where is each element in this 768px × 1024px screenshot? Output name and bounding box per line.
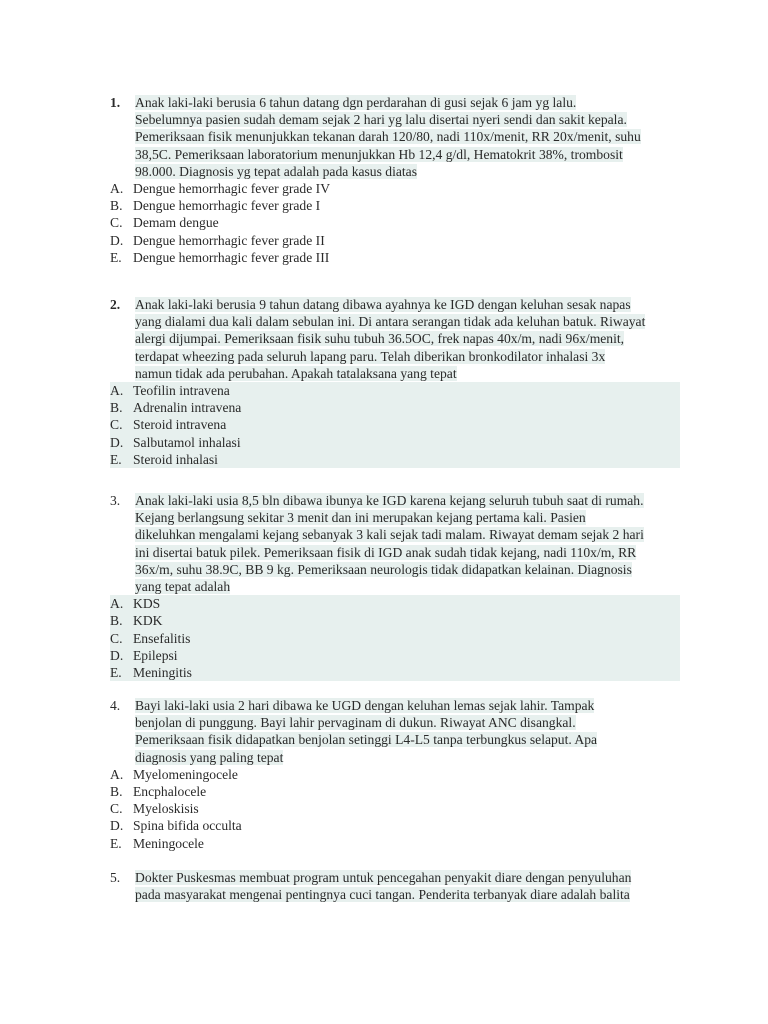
option-text: Dengue hemorrhagic fever grade III [133, 249, 330, 265]
option-text: Dengue hemorrhagic fever grade II [133, 232, 325, 248]
question-line: Pemeriksaan fisik didapatkan benjolan setinggi L4-L5 tanpa terbungkus selaput. Apa [135, 732, 598, 748]
question-line: diagnosis yang paling tepat [135, 749, 284, 765]
question-line: terdapat wheezing pada seluruh lapang paru. Telah diberikan bronkodilator inhalasi 3x [135, 348, 606, 364]
question-line: 98.000. Diagnosis yg tepat adalah pada kasus diatas [135, 163, 418, 179]
answer-option [110, 232, 680, 249]
option-letter: C. [110, 417, 123, 433]
answer-option [110, 214, 680, 231]
option-letter: D. [110, 647, 124, 663]
answer-option [110, 197, 680, 214]
option-letter: A. [110, 596, 124, 612]
question-line: pada masyarakat mengenai pentingnya cuci tangan. Penderita terbanyak diare adalah balita [135, 887, 630, 903]
question-line: alergi dijumpai. Pemeriksaan fisik suhu tubuh 36.5OC, frek napas 40x/m, nadi 96x/menit, [135, 331, 625, 347]
question-line: dikeluhkan mengalami kejang sebanyak 3 kali sejak tadi malam. Riwayat demam sejak 2 hari [135, 527, 644, 543]
question-line: 38,5C. Pemeriksaan laboratorium menunjukkan Hb 12,4 g/dl, Hematokrit 38%, trombosit [135, 146, 623, 162]
option-text: KDS [133, 596, 161, 612]
question-number: 2. [110, 297, 121, 312]
answer-option [110, 382, 680, 399]
option-text: Demam dengue [133, 215, 219, 231]
option-text: Meningocele [133, 835, 204, 851]
answer-option [110, 817, 680, 834]
question-5 [110, 869, 680, 903]
question-number: 1. [110, 95, 121, 110]
option-letter: B. [110, 400, 123, 416]
question-number: 4. [110, 698, 121, 713]
option-text: Dengue hemorrhagic fever grade I [133, 198, 321, 214]
question-line: namun tidak ada perubahan. Apakah tatalaksana yang tepat [135, 365, 457, 381]
question-line: Pemeriksaan fisik menunjukkan tekanan darah 120/80, nadi 110x/menit, RR 20x/menit, suhu [135, 129, 641, 145]
question-number: 3. [110, 493, 121, 508]
question-text [135, 296, 680, 382]
answer-option [110, 434, 680, 451]
question-line: yang tepat adalah [135, 579, 231, 595]
answer-option [110, 451, 680, 468]
option-letter: B. [110, 198, 123, 214]
question-4 [110, 697, 680, 852]
question-line: yang dialami dua kali dalam sebulan ini. Di antara serangan tidak ada keluhan batuk. Riwayat [135, 314, 646, 330]
question-line: Anak laki-laki berusia 9 tahun datang dibawa ayahnya ke IGD dengan keluhan sesak napas [135, 297, 631, 312]
option-text: Adrenalin intravena [133, 400, 242, 416]
question-text [135, 869, 680, 903]
option-letter: A. [110, 181, 124, 197]
answer-option [110, 766, 680, 783]
option-text: Spina bifida occulta [133, 818, 242, 834]
option-text: Epilepsi [133, 647, 178, 663]
option-letter: D. [110, 232, 124, 248]
option-letter: C. [110, 630, 123, 646]
option-letter: E. [110, 249, 122, 265]
question-number: 5. [110, 870, 121, 885]
option-letter: D. [110, 818, 124, 834]
option-letter: A. [110, 383, 124, 399]
answer-option [110, 180, 680, 197]
answer-options [110, 382, 680, 468]
question-line: Anak laki-laki berusia 6 tahun datang dgn perdarahan di gusi sejak 6 jam yg lalu. [135, 95, 577, 110]
question-2 [110, 296, 680, 468]
question-text [135, 697, 680, 766]
answer-option [110, 630, 680, 647]
answer-options [110, 180, 680, 266]
option-text: Meningitis [133, 665, 192, 681]
question-text [135, 492, 680, 595]
question-line: Kejang berlangsung sekitar 3 menit dan ini merupakan kejang pertama kali. Pasien [135, 510, 586, 526]
question-line: benjolan di punggung. Bayi lahir pervaginam di dukun. Riwayat ANC disangkal. [135, 715, 576, 731]
question-line: ini disertai batuk pilek. Pemeriksaan fisik di IGD anak sudah tidak kejang, nadi 110x/m, RR [135, 544, 637, 560]
option-text: Dengue hemorrhagic fever grade IV [133, 181, 331, 197]
option-text: KDK [133, 613, 163, 629]
option-text: Myelomeningocele [133, 766, 238, 782]
option-letter: E. [110, 665, 122, 681]
option-text: Steroid inhalasi [133, 451, 218, 467]
question-1 [110, 94, 680, 266]
question-line: Anak laki-laki usia 8,5 bln dibawa ibunya ke IGD karena kejang seluruh tubuh saat di rumah. [135, 493, 644, 508]
option-text: Steroid intravena [133, 417, 227, 433]
answer-option [110, 783, 680, 800]
option-text: Salbutamol inhalasi [133, 434, 241, 450]
option-letter: D. [110, 434, 124, 450]
option-letter: C. [110, 801, 123, 817]
option-letter: E. [110, 835, 122, 851]
question-line: 36x/m, suhu 38.9C, BB 9 kg. Pemeriksaan neurologis tidak didapatkan kelainan. Diagnosis [135, 561, 632, 577]
option-letter: B. [110, 784, 123, 800]
answer-options [110, 766, 680, 852]
option-text: Ensefalitis [133, 630, 191, 646]
option-letter: E. [110, 451, 122, 467]
answer-option [110, 835, 680, 852]
option-letter: C. [110, 215, 123, 231]
answer-option [110, 249, 680, 266]
answer-option [110, 800, 680, 817]
option-letter: B. [110, 613, 123, 629]
question-text [135, 94, 680, 180]
answer-options [110, 595, 680, 681]
answer-option [110, 647, 680, 664]
option-text: Myeloskisis [133, 801, 199, 817]
answer-option [110, 595, 680, 612]
answer-option [110, 399, 680, 416]
question-line: Bayi laki-laki usia 2 hari dibawa ke UGD dengan keluhan lemas sejak lahir. Tampak [135, 698, 595, 713]
question-3 [110, 492, 680, 681]
answer-option [110, 612, 680, 629]
option-text: Encphalocele [133, 784, 207, 800]
answer-option [110, 664, 680, 681]
option-text: Teofilin intravena [133, 383, 230, 399]
question-line: Dokter Puskesmas membuat program untuk pencegahan penyakit diare dengan penyuluhan [135, 870, 632, 885]
answer-option [110, 416, 680, 433]
option-letter: A. [110, 766, 124, 782]
question-line: Sebelumnya pasien sudah demam sejak 2 hari yg lalu disertai nyeri sendi dan sakit kepala. [135, 112, 627, 128]
